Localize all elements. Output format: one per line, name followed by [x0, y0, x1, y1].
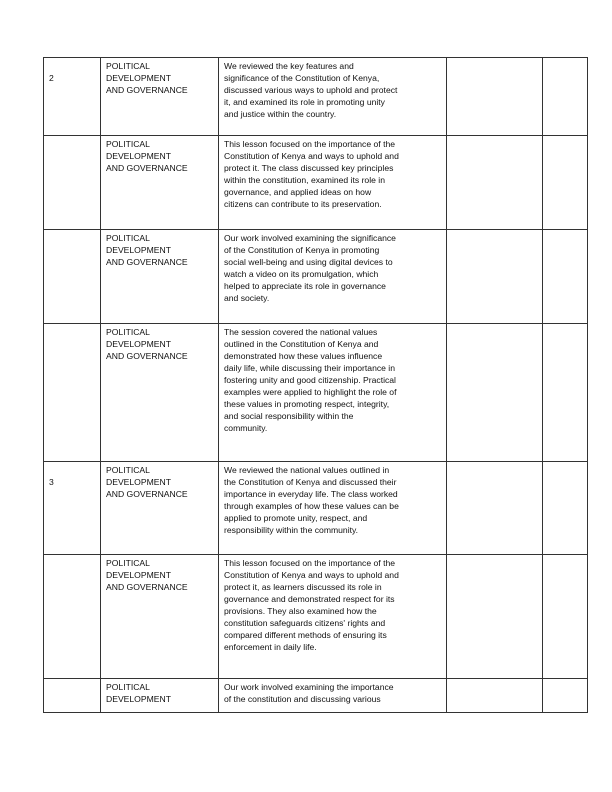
summary-cell: Our work involved examining the importance of the constitution and discussing various	[219, 679, 447, 713]
week-cell	[44, 555, 101, 679]
blank-cell	[447, 462, 543, 555]
blank-cell	[543, 324, 588, 462]
strand-cell: POLITICAL DEVELOPMENT AND GOVERNANCE	[101, 462, 219, 555]
strand-cell: POLITICAL DEVELOPMENT AND GOVERNANCE	[101, 230, 219, 324]
summary-cell: This lesson focused on the importance of the Constitution of Kenya and ways to uphold and protect it, as learners discussed its role in governance and demonstrated respect for its provisions. They also examined how the constitution safeguards citizens' rights and compared different methods of ensuring its enforcement in daily life.	[219, 555, 447, 679]
lesson-log-table	[43, 57, 588, 713]
strand-cell: POLITICAL DEVELOPMENT AND GOVERNANCE	[101, 555, 219, 679]
blank-cell	[447, 230, 543, 324]
blank-cell	[543, 462, 588, 555]
week-number: 2	[49, 73, 54, 83]
blank-cell	[447, 136, 543, 230]
blank-cell	[447, 679, 543, 713]
summary-cell: This lesson focused on the importance of the Constitution of Kenya and ways to uphold and protect it. The class discussed key principles within the constitution, examined its role in governance, and applied ideas on how citizens can contribute to its preservation.	[219, 136, 447, 230]
blank-cell	[543, 136, 588, 230]
summary-cell: Our work involved examining the significance of the Constitution of Kenya in promoting social well-being and using digital devices to watch a video on its promulgation, which helped to appreciate its role in governance and society.	[219, 230, 447, 324]
blank-cell	[543, 58, 588, 136]
table-row	[44, 462, 588, 555]
summary-cell: We reviewed the key features and significance of the Constitution of Kenya, discussed various ways to uphold and protect it, and examined its role in promoting unity and justice within the country.	[219, 58, 447, 136]
week-cell	[44, 58, 101, 136]
strand-cell: POLITICAL DEVELOPMENT AND GOVERNANCE	[101, 58, 219, 136]
week-cell	[44, 136, 101, 230]
strand-cell: POLITICAL DEVELOPMENT AND GOVERNANCE	[101, 324, 219, 462]
week-cell	[44, 230, 101, 324]
blank-cell	[543, 230, 588, 324]
strand-cell: POLITICAL DEVELOPMENT	[101, 679, 219, 713]
blank-cell	[543, 555, 588, 679]
week-cell	[44, 679, 101, 713]
blank-cell	[447, 58, 543, 136]
strand-cell: POLITICAL DEVELOPMENT AND GOVERNANCE	[101, 136, 219, 230]
summary-cell: The session covered the national values outlined in the Constitution of Kenya and demonstrated how these values influence daily life, while discussing their importance in fostering unity and good citizenship. Practical examples were applied to highlight the role of these values in promoting respect, integrity, and social responsibility within the community.	[219, 324, 447, 462]
week-cell	[44, 324, 101, 462]
blank-cell	[447, 324, 543, 462]
table-row	[44, 230, 588, 324]
table-row	[44, 324, 588, 462]
blank-cell	[447, 555, 543, 679]
table-row	[44, 555, 588, 679]
blank-cell	[543, 679, 588, 713]
week-number: 3	[49, 477, 54, 487]
table-row	[44, 679, 588, 713]
summary-cell: We reviewed the national values outlined in the Constitution of Kenya and discussed their importance in everyday life. The class worked through examples of how these values can be applied to promote unity, respect, and responsibility within the community.	[219, 462, 447, 555]
table-row	[44, 136, 588, 230]
week-cell	[44, 462, 101, 555]
table-row	[44, 58, 588, 136]
